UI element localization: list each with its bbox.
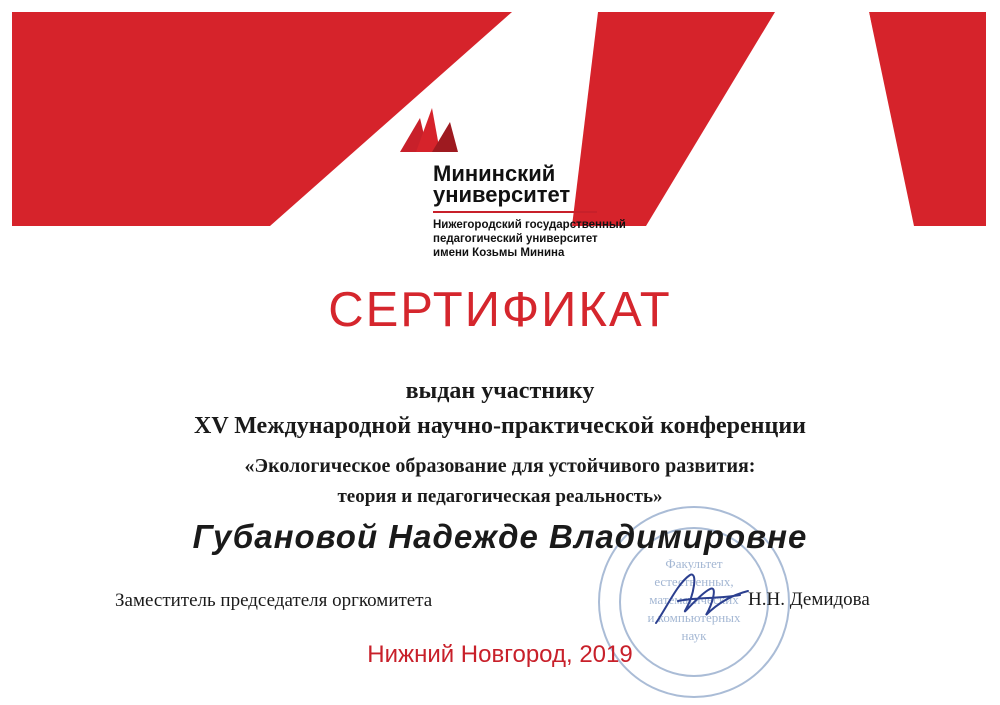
certificate-title: СЕРТИФИКАТ — [328, 283, 672, 337]
stamp-line3: математических — [649, 592, 739, 607]
conference-theme-line1: «Экологическое образование для устойчивого развития: — [244, 455, 756, 477]
university-name-line1: Мининский — [433, 161, 556, 186]
signer-role: Заместитель председателя оргкомитета — [115, 590, 433, 611]
stamp-line2: естественных, — [654, 574, 734, 589]
university-name-block — [433, 163, 626, 260]
university-full-name-line3: имени Козьмы Минина — [433, 247, 565, 259]
signer-name: Н.Н. Демидова — [748, 589, 870, 610]
handwritten-signature — [648, 565, 758, 635]
city-year: Нижний Новгород, 2019 — [367, 641, 633, 668]
conference-theme-line2: теория и педагогическая реальность» — [337, 486, 663, 507]
university-full-name-line1: Нижегородский государственный — [433, 219, 626, 231]
stamp-line1: Факультет — [665, 556, 723, 571]
stamp-line5: наук — [681, 628, 707, 643]
issued-to-text: выдан участнику — [405, 378, 595, 404]
university-name-line2: университет — [433, 182, 571, 207]
university-full-name-line2: педагогический университет — [433, 233, 598, 245]
conference-name: XV Международной научно-практической конференции — [193, 413, 806, 439]
stamp-line4: и компьютерных — [647, 610, 741, 625]
recipient-name: Губановой Надежде Владимировне — [192, 518, 808, 555]
logo-divider — [433, 211, 597, 213]
university-logo-icon — [398, 100, 460, 154]
